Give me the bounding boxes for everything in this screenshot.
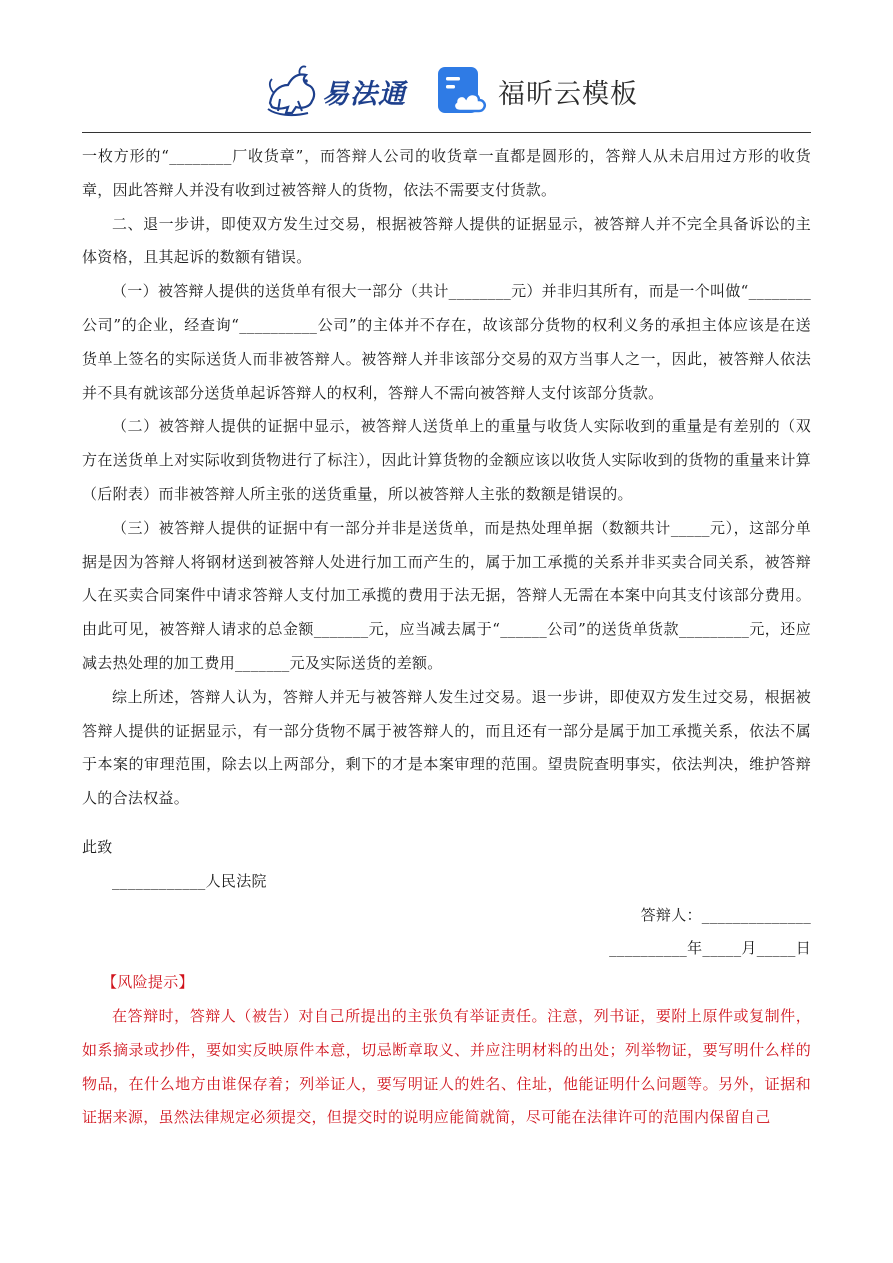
date-line: __________年_____月_____日: [609, 939, 811, 958]
risk-notice-title: 【风险提示】: [102, 973, 194, 992]
yifatong-logo-text: 易法通: [322, 78, 406, 110]
risk-notice-text: 在答辩时，答辩人（被告）对自己所提出的主张负有举证责任。注意，列书证，要附上原件或复制件，如系摘录或抄件，要如实反映原件本意，切忌断章取义、并应注明材料的出处；列举物证，要写明什么样的物品，在什么地方由谁保存着；列举证人，要写明证人的姓名、住址，他能证明什么问题等。另外，证据和证据来源，虽然法律规定必须提交，但提交时的说明应能简就简，尽可能在法律许可的范围内保留自己: [82, 1006, 811, 1127]
paragraph-continued: 一枚方形的“________厂收货章”，而答辩人公司的收货章一直都是圆形的，答辩人从未启用过方形的收货章，因此答辩人并没有收到过被答辩人的货物，依法不需要支付货款。: [82, 147, 811, 199]
yifatong-logo: [262, 62, 412, 120]
court-name-line: ____________人民法院: [112, 871, 267, 890]
foxit-template-logo-text: 福昕云模板: [498, 78, 638, 110]
salutation: 此致: [82, 837, 113, 856]
paragraph-point-two: 二、退一步讲，即使双方发生过交易，根据被答辩人提供的证据显示，被答辩人并不完全具备诉讼的主体资格，且其起诉的数额有错误。: [82, 214, 811, 267]
page-header: [0, 0, 893, 132]
paragraph-subpoint-three: （三）被答辩人提供的证据中有一部分并非是送货单，而是热处理单据（数额共计_____元），这部分单据是因为答辩人将钢材送到被答辩人处进行加工而产生的，属于加工承揽的关系并非买卖合同关系，被答辩人在买卖合同案件中请求答辩人支付加工承揽的费用于法无据，答辩人无需在本案中向其支付该部分费用。由此可见，被答辩人请求的总金额_______元，应当减去属于“______公司”的送货单货款_________元，还应减去热处理的加工费用_______元及实际送货的差额。: [82, 518, 811, 672]
respondent-signature-line: 答辩人：______________: [640, 905, 811, 924]
document-body: [82, 140, 811, 1135]
foxit-template-logo: [436, 65, 638, 117]
cloud-document-icon: [436, 65, 488, 117]
paragraph-subpoint-one: （一）被答辩人提供的送货单有很大一部分（共计________元）并非归其所有，而是一个叫做“________公司”的企业，经查询“__________公司”的主体并不存在，故该部分货物的权利义务的承担主体应该是在送货单上签名的实际送货人而非被答辩人。被答辩人并非该部分交易的双方当事人之一，因此，被答辩人依法并不具有就该部分送货单起诉答辩人的权利，答辩人不需向被答辩人支付该部分货款。: [82, 282, 811, 402]
qilin-icon: [262, 63, 324, 119]
paragraph-subpoint-two: （二）被答辩人提供的证据中显示，被答辩人送货单上的重量与收货人实际收到的重量是有差别的（双方在送货单上对实际收到货物进行了标注），因此计算货物的金额应该以收货人实际收到的货物的重量来计算（后附表）而非被答辩人所主张的送货重量，所以被答辩人主张的数额是错误的。: [82, 417, 811, 503]
header-divider: [82, 132, 811, 133]
paragraph-conclusion: 综上所述，答辩人认为，答辩人并无与被答辩人发生过交易。退一步讲，即使双方发生过交易，根据被答辩人提供的证据显示，有一部分货物不属于被答辩人的，而且还有一部分是属于加工承揽关系，依法不属于本案的审理范围，除去以上两部分，剩下的才是本案审理的范围。望贵院查明事实，依法判决，维护答辩人的合法权益。: [82, 687, 811, 808]
